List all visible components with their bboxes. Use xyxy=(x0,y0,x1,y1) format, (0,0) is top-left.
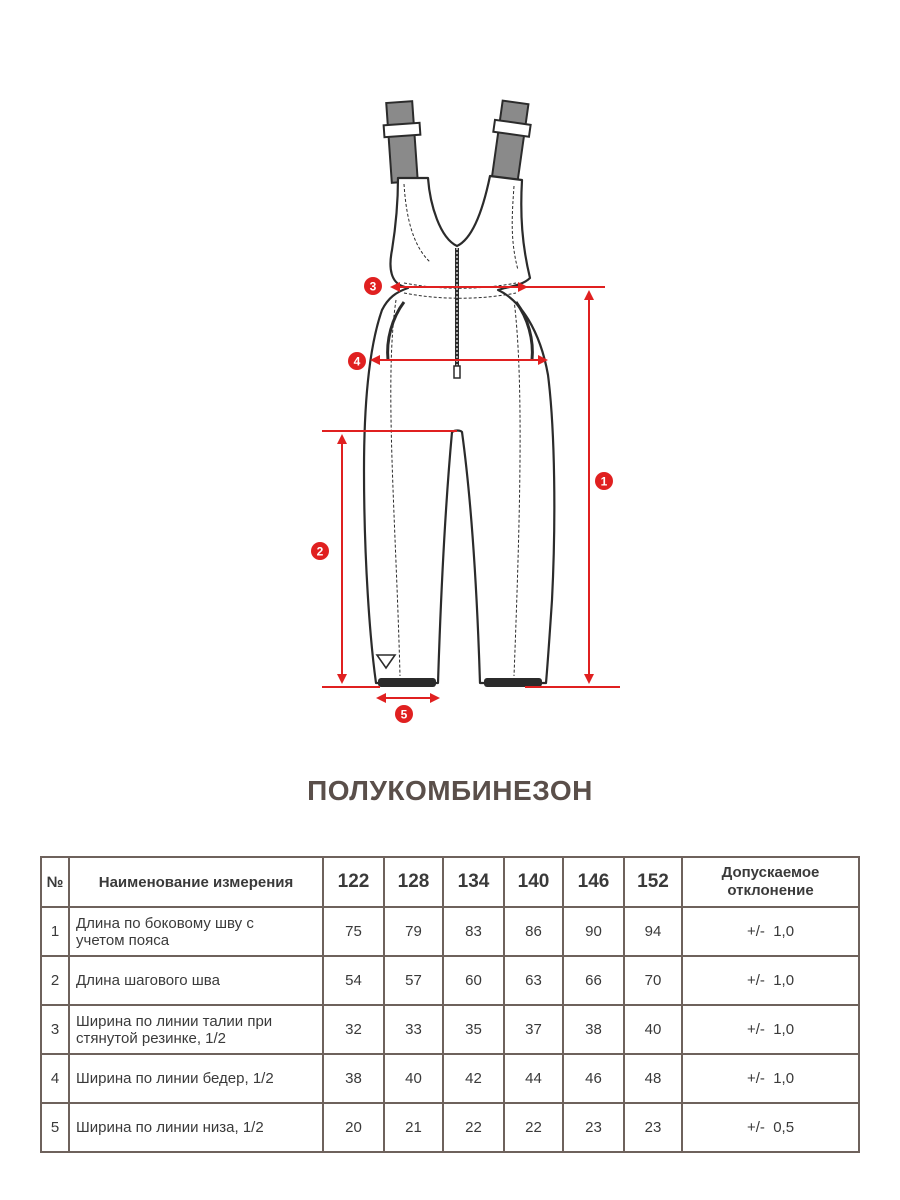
size-value: 23 xyxy=(624,1103,682,1152)
size-value: 54 xyxy=(323,956,384,1005)
size-value: 23 xyxy=(563,1103,624,1152)
right-strap xyxy=(492,101,531,184)
size-value: 48 xyxy=(624,1054,682,1103)
table-row xyxy=(41,1103,859,1152)
size-value: 22 xyxy=(443,1103,504,1152)
measurement-name-line1: Ширина по линии низа, 1/2 xyxy=(76,1119,264,1136)
size-value: 63 xyxy=(504,956,563,1005)
size-value: 66 xyxy=(563,956,624,1005)
size-value: 44 xyxy=(504,1054,563,1103)
header-tolerance-line1: Допускаемое xyxy=(721,864,820,881)
measurement-name-line1: Ширина по линии талии при xyxy=(76,1012,273,1030)
table-header-row xyxy=(41,857,859,907)
size-value: 90 xyxy=(563,907,624,956)
measurement-name xyxy=(69,1005,323,1054)
header-size: 140 xyxy=(504,857,563,907)
row-index: 2 xyxy=(41,956,69,1005)
table-row xyxy=(41,1005,859,1054)
size-value: 22 xyxy=(504,1103,563,1152)
size-value: 32 xyxy=(323,1005,384,1054)
header-tolerance-line2: отклонение xyxy=(727,882,814,899)
size-value: 40 xyxy=(384,1054,443,1103)
left-strap xyxy=(384,101,421,183)
header-size: 152 xyxy=(624,857,682,907)
page-title: ПОЛУКОМБИНЕЗОН xyxy=(307,775,593,806)
svg-text:4: 4 xyxy=(353,354,361,369)
header-size: 146 xyxy=(563,857,624,907)
header-size: 122 xyxy=(323,857,384,907)
svg-text:5: 5 xyxy=(400,707,408,722)
size-value: 42 xyxy=(443,1054,504,1103)
size-value: 70 xyxy=(624,956,682,1005)
size-value: 57 xyxy=(384,956,443,1005)
size-value: 75 xyxy=(323,907,384,956)
size-value: 79 xyxy=(384,907,443,956)
row-index: 5 xyxy=(41,1103,69,1152)
size-value: 37 xyxy=(504,1005,563,1054)
table-row xyxy=(41,956,859,1005)
measurement-name xyxy=(69,1103,323,1152)
table-row xyxy=(41,907,859,956)
svg-text:3: 3 xyxy=(369,279,377,294)
size-value: 38 xyxy=(563,1005,624,1054)
header-index: № xyxy=(41,857,69,907)
size-value: 20 xyxy=(323,1103,384,1152)
measurement-name xyxy=(69,956,323,1005)
size-value: 35 xyxy=(443,1005,504,1054)
measurement-name xyxy=(69,1054,323,1103)
measurement-name xyxy=(69,907,323,956)
measurement-name-line1: Длина шагового шва xyxy=(76,972,220,989)
tolerance-value: +/- 1,0 xyxy=(682,956,859,1005)
size-value: 86 xyxy=(504,907,563,956)
size-value: 38 xyxy=(323,1054,384,1103)
header-name: Наименование измерения xyxy=(69,857,323,907)
tolerance-value: +/- 1,0 xyxy=(682,1054,859,1103)
callout-1 xyxy=(595,472,613,490)
left-cuff xyxy=(378,678,436,687)
size-value: 46 xyxy=(563,1054,624,1103)
header-tolerance xyxy=(682,857,859,907)
callout-3 xyxy=(364,277,382,295)
header-size: 128 xyxy=(384,857,443,907)
measurement-name-line1: Ширина по линии бедер, 1/2 xyxy=(76,1070,274,1087)
tolerance-value: +/- 0,5 xyxy=(682,1103,859,1152)
size-value: 60 xyxy=(443,956,504,1005)
size-value: 83 xyxy=(443,907,504,956)
size-chart-table xyxy=(40,856,860,1153)
callout-5 xyxy=(395,705,413,723)
size-value: 21 xyxy=(384,1103,443,1152)
callout-2 xyxy=(311,542,329,560)
row-index: 1 xyxy=(41,907,69,956)
size-value: 33 xyxy=(384,1005,443,1054)
size-value: 94 xyxy=(624,907,682,956)
right-cuff xyxy=(484,678,542,687)
row-index: 3 xyxy=(41,1005,69,1054)
callout-4 xyxy=(348,352,366,370)
size-value: 40 xyxy=(624,1005,682,1054)
tolerance-value: +/- 1,0 xyxy=(682,1005,859,1054)
measurement-name-line2: стянутой резинке, 1/2 xyxy=(76,1029,227,1047)
overalls-body xyxy=(364,176,554,683)
tolerance-value: +/- 1,0 xyxy=(682,907,859,956)
svg-text:2: 2 xyxy=(316,544,324,559)
svg-text:1: 1 xyxy=(600,474,608,489)
row-index: 4 xyxy=(41,1054,69,1103)
measurement-name-line2: учетом пояса xyxy=(76,931,170,949)
measurement-name-line1: Длина по боковому шву с xyxy=(76,914,254,932)
table-row xyxy=(41,1054,859,1103)
header-size: 134 xyxy=(443,857,504,907)
